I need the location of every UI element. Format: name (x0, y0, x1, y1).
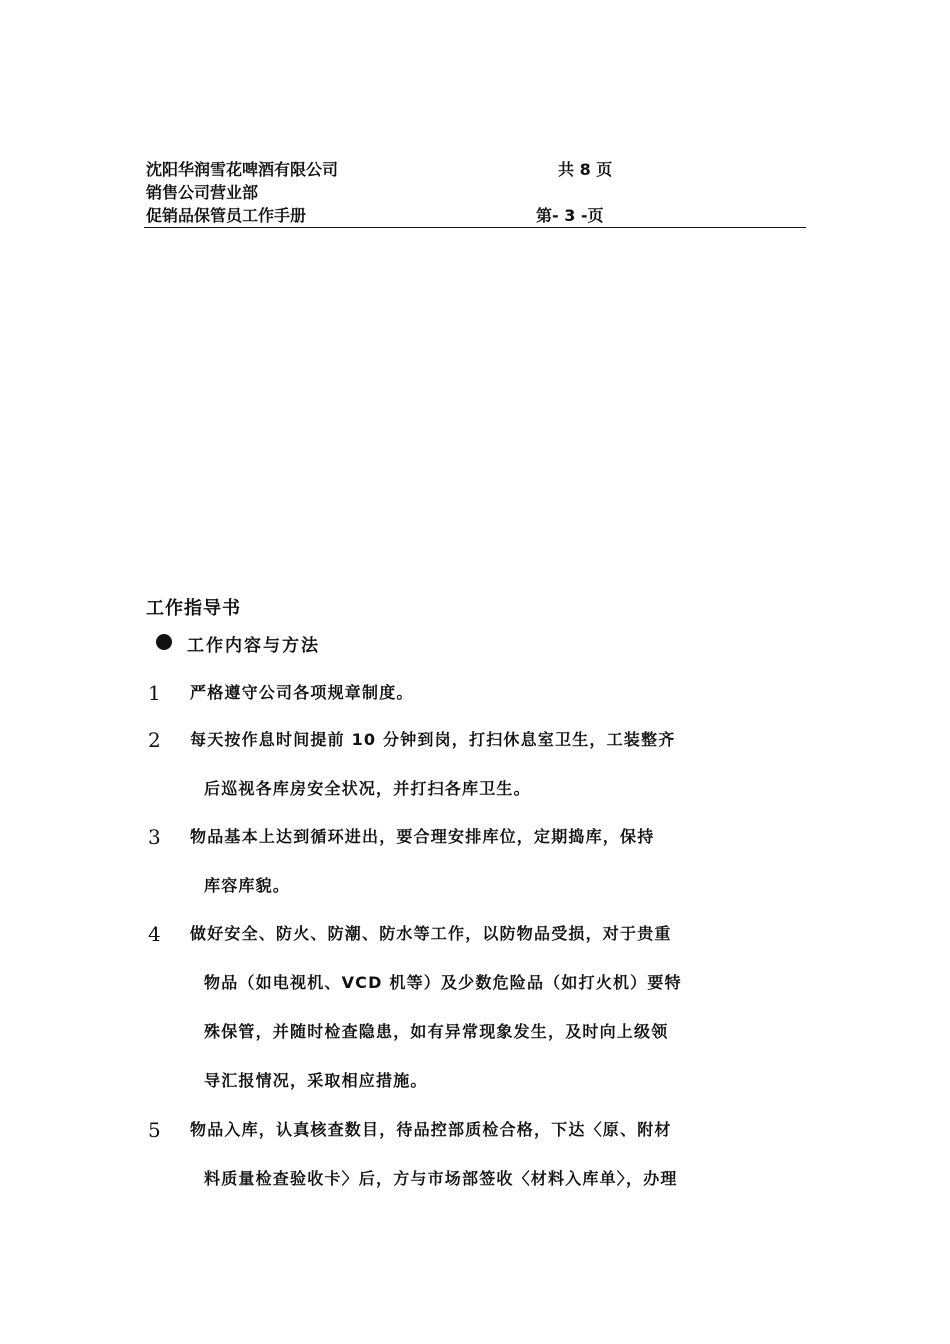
item-line: 后巡视各库房安全状况，并打扫各库卫生。 (204, 779, 531, 798)
header-page-number: 第- 3 -页 (536, 206, 604, 225)
item-number: 4 (148, 922, 161, 946)
item-number: 5 (148, 1118, 161, 1142)
header-divider (144, 227, 806, 228)
item-line: 料质量检查验收卡〉后，方与市场部签收〈材料入库单〉，办理 (204, 1169, 678, 1188)
item-line: 每天按作息时间提前 10 分钟到岗，打扫休息室卫生，工装整齐 (190, 730, 676, 749)
bullet-heading-text: 工作内容与方法 (187, 636, 320, 656)
header-department: 销售公司营业部 (146, 183, 259, 202)
header-company: 沈阳华润雪花啤酒有限公司 (146, 160, 339, 179)
bullet-icon (156, 634, 172, 650)
item-line: 殊保管，并随时检查隐患，如有异常现象发生，及时向上级领 (204, 1022, 669, 1041)
item-number: 2 (148, 728, 161, 752)
header-manual-title: 促销品保管员工作手册 (146, 206, 307, 225)
header-total-pages: 共 8 页 (558, 160, 613, 179)
item-line: 物品（如电视机、VCD 机等）及少数危险品（如打火机）要特 (204, 973, 682, 992)
section-title: 工作指导书 (146, 598, 241, 619)
item-number: 3 (148, 825, 161, 849)
item-line: 物品入库，认真核查数目，待品控部质检合格，下达〈原、附材 (190, 1120, 672, 1139)
item-number: 1 (148, 681, 161, 705)
item-line: 库容库貌。 (204, 876, 291, 895)
item-line: 做好安全、防火、防潮、防水等工作，以防物品受损，对于贵重 (190, 924, 672, 943)
item-line: 物品基本上达到循环进出，要合理安排库位，定期捣库，保持 (190, 827, 655, 846)
item-line: 严格遵守公司各项规章制度。 (190, 683, 414, 702)
item-line: 导汇报情况，采取相应措施。 (204, 1071, 428, 1090)
